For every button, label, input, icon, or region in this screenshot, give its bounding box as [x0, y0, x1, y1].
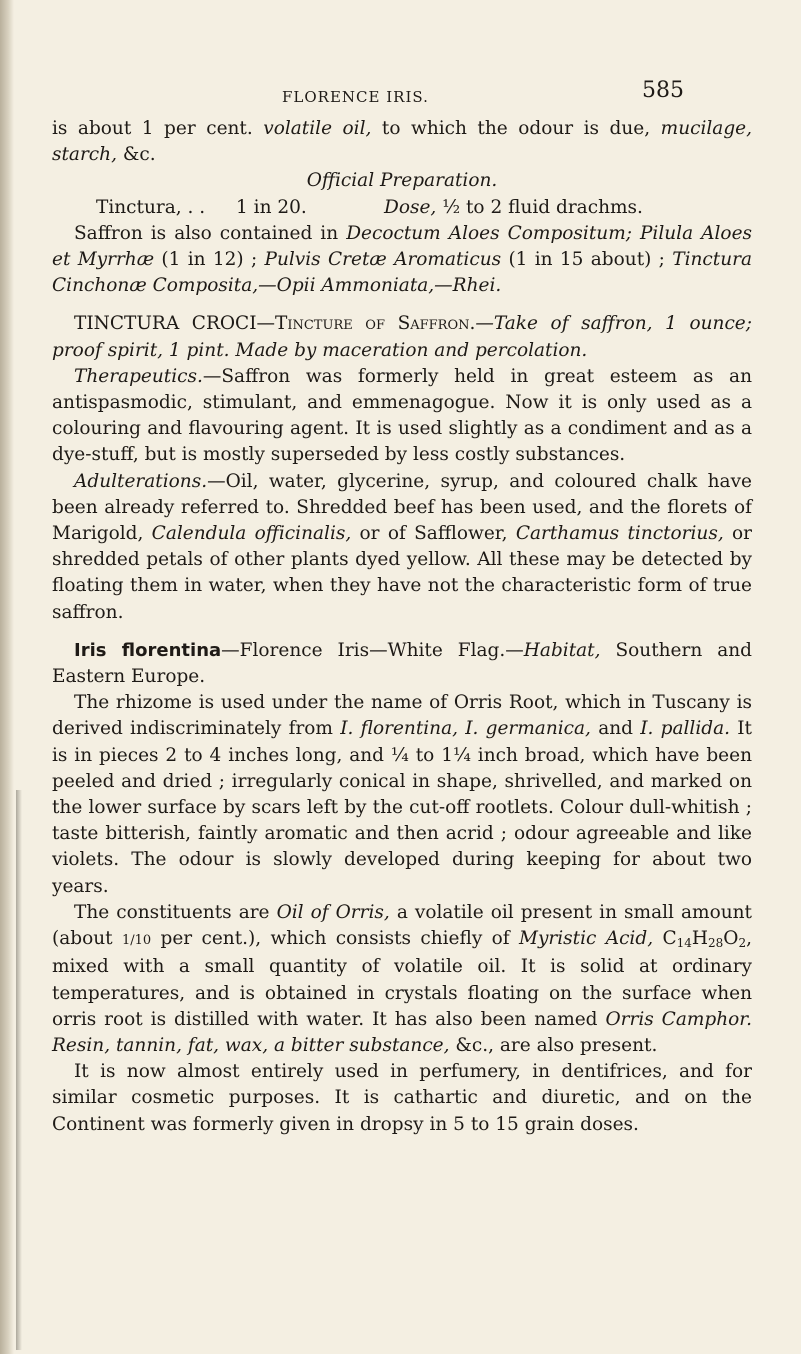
paragraph-rhizome: The rhizome is used under the name of Orris Root, which in Tuscany is derived indiscriminately from I. florentina, I. germanica, and I. pallida. It is in pieces 2 to 4 inches long, and ¼ to 1¼ inch broad, which have been peeled and dried ; irregularly conical in shape, shrivelled, and marked on the lower surface by scars left by the cut-off rootlets. Colour dull-whitish ; taste bitterish, faintly aromatic and then acrid ; odour agreeable and like violets. The odour is slowly developed during keeping for about two years.	[52, 692, 752, 897]
section-title-tinctura-croci: TINCTURA CROCI—	[74, 313, 276, 335]
section-gap	[52, 299, 752, 311]
tinctura-dose-line: Tinctura, . . 1 in 20. Dose, ½ to 2 fluid drachms.	[96, 196, 643, 218]
fraction-one-tenth: 1/10	[121, 933, 152, 949]
chemical-formula: $C_{14}H_{28}O_2$	[662, 928, 747, 951]
paragraph-iris-florentina: Iris florentina—Florence Iris—White Flag.—Habitat, Southern and Eastern Europe.	[52, 639, 752, 688]
paragraph-tinctura-croci: TINCTURA CROCI—Tincture of Saffron.—Take of saffron, 1 ounce; proof spirit, 1 pint. Made by maceration and percolation.	[52, 313, 752, 361]
paragraph-adulterations: Adulterations.—Oil, water, glycerine, syrup, and coloured chalk have been already referred to. Shredded beef has been used, and the florets of Marigold, Calendula officinalis, or of Safflower, Carthamus tinctorius, or shredded petals of other plants dyed yellow. All these may be detected by floating them in water, when they have not the characteristic form of true saffron.	[52, 470, 753, 623]
section-title-iris-florentina: Iris florentina	[74, 639, 222, 661]
paragraph-oil-content: is about 1 per cent. volatile oil, to which the odour is due, mucilage, starch, &c.	[52, 118, 753, 166]
gutter-edge-shadow	[16, 790, 22, 1350]
paragraph-saffron-contained: Saffron is also contained in Decoctum Aloes Compositum; Pilula Aloes et Myrrhæ (1 in 12) ; Pulvis Cretæ Aromaticus (1 in 15 about) ; Tinctura Cinchonæ Composita,—Opii Ammoniata,—Rhei.	[52, 222, 753, 297]
page-gutter-shadow	[0, 0, 14, 1354]
paragraph-constituents: The constituents are Oil of Orris, a volatile oil present in small amount (about 1/10 per cent.), which consists chiefly of Myristic Acid, $C_{14}H_{28}O_2$, mixed with a small quantity of volatile oil. It is solid at ordinary temperatures, and is obtained in crystals floating on the surface when orris root is distilled with water. It has also been named Orris Camphor. Resin, tannin, fat, wax, a bitter substance, &c., are also present.	[52, 901, 752, 1056]
page-number: 585	[642, 78, 684, 103]
section-gap	[52, 626, 752, 638]
running-head: FLORENCE IRIS.	[282, 88, 429, 106]
paragraph-therapeutics: Therapeutics.—Saffron was formerly held in great esteem as an antispasmodic, stimulant, and emmenagogue. Now it is only used as a colouring and flavouring agent. It is used slightly as a condiment and as a dye-stuff, but is mostly superseded by less costly substances.	[52, 365, 752, 466]
paragraph-uses: It is now almost entirely used in perfumery, in dentifrices, and for similar cosmetic purposes. It is cathartic and diuretic, and on the Continent was formerly given in dropsy in 5 to 15 grain doses.	[52, 1061, 752, 1135]
page-body	[52, 116, 752, 1138]
official-preparation-heading: Official Preparation.	[306, 170, 498, 192]
page-header	[0, 78, 801, 108]
